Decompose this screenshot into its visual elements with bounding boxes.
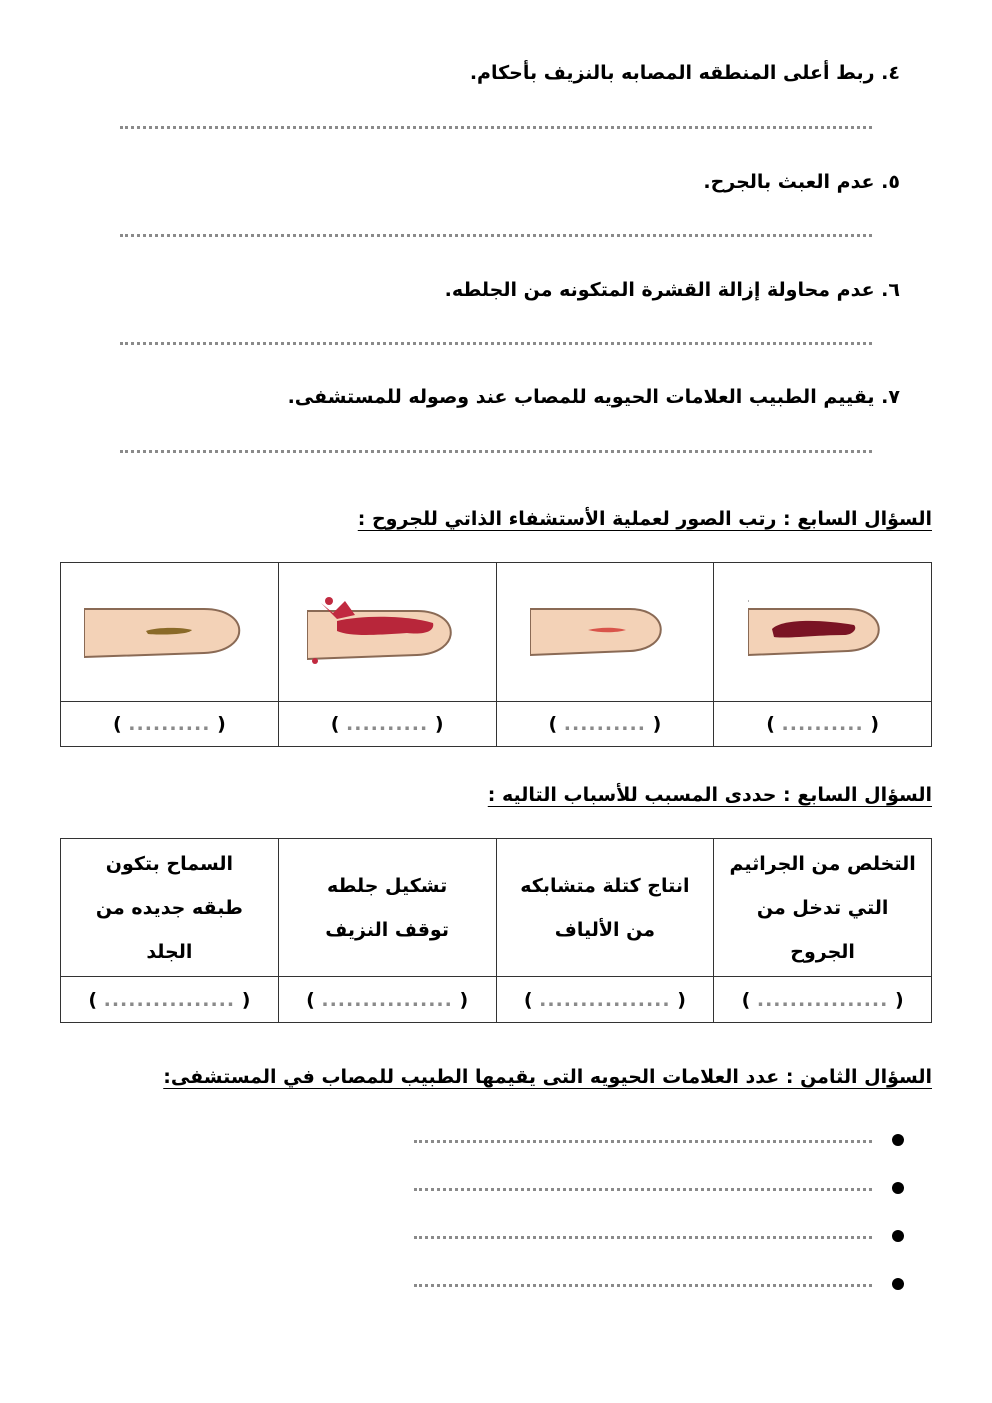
bullet-icon	[892, 1278, 904, 1290]
q7a-images-table	[60, 562, 932, 747]
answer-line-4[interactable]	[120, 126, 872, 129]
item-4-text: ربط أعلى المنطقه المصابه بالنزيف بأحكام.	[469, 62, 875, 84]
q7a-image-cell-2	[496, 563, 714, 702]
q7a-title: السؤال السابع : رتب الصور لعملية الأستشفاء الذاتي للجروح :	[357, 508, 932, 530]
q8-bullet-3[interactable]	[414, 1228, 904, 1248]
item-7-number: ٧.	[881, 386, 900, 408]
q8-answer-line-4[interactable]	[414, 1284, 872, 1287]
finger-bleeding-icon	[307, 597, 467, 667]
item-4	[470, 62, 900, 84]
q8-answer-line-3[interactable]	[414, 1236, 872, 1239]
q8-title: السؤال الثامن : عدد العلامات الحيويه التى يقيمها الطبيب للمصاب في المستشفى:	[163, 1066, 932, 1088]
q7b-title: السؤال السابع : حددى المسبب للأسباب التاليه :	[487, 784, 932, 806]
q7b-answer-3[interactable]: ( ................ )	[278, 977, 496, 1023]
item-4-number: ٤.	[881, 62, 900, 84]
q7b-cause-3: تشكيل جلطه توقف النزيف	[278, 839, 496, 977]
q7b-answer-2[interactable]: ( ................ )	[496, 977, 714, 1023]
item-5-number: ٥.	[881, 171, 900, 193]
q7a-answer-4[interactable]: ( .......... )	[61, 702, 279, 747]
finger-healing-icon	[84, 597, 254, 667]
finger-small-cut-icon	[530, 597, 680, 667]
bullet-icon	[892, 1182, 904, 1194]
item-7-text: يقييم الطبيب العلامات الحيويه للمصاب عند وصوله للمستشفى.	[287, 386, 875, 408]
answer-line-6[interactable]	[120, 342, 872, 345]
item-7	[288, 386, 900, 408]
q7a-answer-2[interactable]: ( .......... )	[496, 702, 714, 747]
q7b-answer-1[interactable]: ( ................ )	[714, 977, 932, 1023]
q7b-cause-4: السماح بتكون طبقه جديده من الجلد	[61, 839, 279, 977]
q7a-answer-3[interactable]: ( .......... )	[278, 702, 496, 747]
q8-bullet-2[interactable]	[414, 1180, 904, 1200]
bullet-icon	[892, 1230, 904, 1242]
q7a-image-cell-3	[278, 563, 496, 702]
bullet-icon	[892, 1134, 904, 1146]
q7b-cause-1: التخلص من الجراثيم التي تدخل من الجروح	[714, 839, 932, 977]
q7b-answer-4[interactable]: ( ................ )	[61, 977, 279, 1023]
q7a-image-cell-4	[61, 563, 279, 702]
q8-answer-line-2[interactable]	[414, 1188, 872, 1191]
item-6-number: ٦.	[881, 279, 900, 301]
q7a-answer-1[interactable]: ( .......... )	[714, 702, 932, 747]
q8-bullet-4[interactable]	[414, 1276, 904, 1296]
answer-line-7[interactable]	[120, 450, 872, 453]
answer-line-5[interactable]	[120, 234, 872, 237]
item-5-text: عدم العبث بالجرح.	[703, 171, 875, 193]
item-6-text: عدم محاولة إزالة القشرة المتكونه من الجلطه.	[444, 279, 875, 301]
item-5	[703, 171, 900, 193]
q8-bullet-1[interactable]	[414, 1132, 904, 1152]
finger-scab-icon	[748, 597, 898, 667]
q7b-causes-table	[60, 838, 932, 1023]
q8-answer-line-1[interactable]	[414, 1140, 872, 1143]
q7a-image-cell-1	[714, 563, 932, 702]
q7b-cause-2: انتاج كتلة متشابكه من الألياف	[496, 839, 714, 977]
item-6	[445, 279, 900, 301]
